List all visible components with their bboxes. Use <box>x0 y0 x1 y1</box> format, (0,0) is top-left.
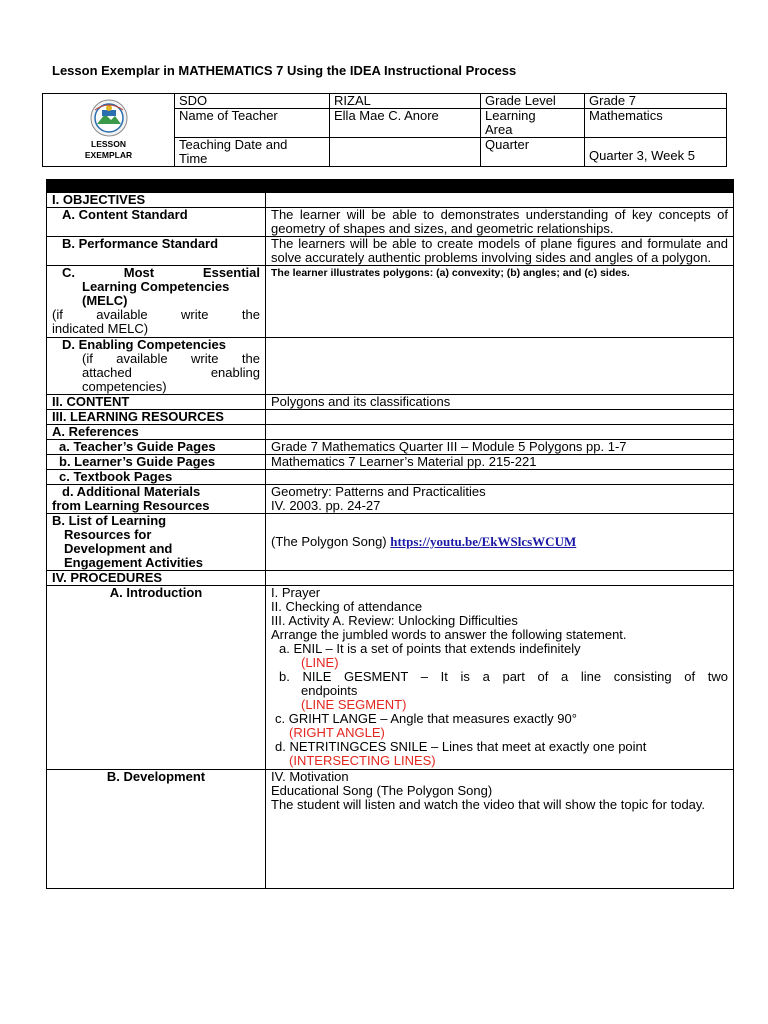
item-a: a. ENIL – It is a set of points that extends indefinitely <box>279 641 581 656</box>
introduction-row <box>47 586 734 770</box>
polygon-song-label: (The Polygon Song) <box>271 534 391 549</box>
exemplar-label: EXEMPLAR <box>84 150 133 160</box>
item-b-line2: endpoints <box>301 683 358 698</box>
sdo-value: RIZAL <box>330 94 481 109</box>
melc-label <box>47 266 266 338</box>
additional-materials-value-line1: Geometry: Patterns and Practicalities <box>271 484 486 499</box>
melc-row <box>47 266 734 338</box>
textbook-label: c. Textbook Pages <box>47 470 266 485</box>
quarter-value: Quarter 3, Week 5 <box>585 138 727 167</box>
intro-line: Arrange the jumbled words to answer the following statement. <box>271 627 627 642</box>
dev-line: The student will listen and watch the video that will show the topic for today. <box>271 797 706 812</box>
enabling-label <box>47 338 266 395</box>
teacher-value: Ella Mae C. Anore <box>330 109 481 138</box>
black-header-row <box>47 180 734 193</box>
item-b-answer: (LINE SEGMENT) <box>301 697 407 712</box>
learning-resources-list-line4: Engagement Activities <box>64 555 203 570</box>
procedures-row <box>47 571 734 586</box>
header-table <box>42 93 727 167</box>
sdo-label: SDO <box>175 94 330 109</box>
content-standard-value: The learner will be able to demonstrates understanding of key concepts of geometry of shapes and sizes, and geometric relationships. <box>266 208 734 237</box>
learning-resources-list-value <box>266 514 734 571</box>
content-heading: II. CONTENT <box>47 395 266 410</box>
learning-area-value: Mathematics <box>585 109 727 138</box>
enabling-row <box>47 338 734 395</box>
learning-resources-list-line3: Development and <box>64 541 173 556</box>
resources-heading: III. LEARNING RESOURCES <box>47 410 266 425</box>
content-row <box>47 395 734 410</box>
polygon-song-link[interactable]: https://youtu.be/EkWSlcsWCUM <box>390 534 577 549</box>
objectives-row <box>47 193 734 208</box>
learning-area-label-line2: Area <box>485 122 513 137</box>
intro-line: I. Prayer <box>271 585 321 600</box>
introduction-value <box>266 586 734 770</box>
introduction-label: A. Introduction <box>47 586 266 770</box>
intro-line: III. Activity A. Review: Unlocking Difficulties <box>271 613 518 628</box>
enabling-note-line1: (if available write the <box>82 351 260 366</box>
date-label-line2: Time <box>179 151 208 166</box>
melc-label-line3: (MELC) <box>82 293 128 308</box>
learning-resources-list-label <box>47 514 266 571</box>
learners-guide-label: b. Learner’s Guide Pages <box>47 455 266 470</box>
melc-note-line1: (if available write the <box>52 307 260 322</box>
logo-cell <box>43 94 175 167</box>
content-value: Polygons and its classifications <box>266 395 734 410</box>
performance-standard-row <box>47 237 734 266</box>
teachers-guide-value: Grade 7 Mathematics Quarter III – Module 5 Polygons pp. 1-7 <box>266 440 734 455</box>
development-label: B. Development <box>47 770 266 889</box>
teachers-guide-label: a. Teacher’s Guide Pages <box>47 440 266 455</box>
item-b-line1: b. NILE GESMENT – It is a part of a line consisting of two <box>279 669 728 684</box>
date-value <box>330 138 481 167</box>
procedures-heading: IV. PROCEDURES <box>47 571 266 586</box>
lesson-table <box>46 179 734 889</box>
melc-label-line2: Learning Competencies <box>82 279 230 294</box>
performance-standard-label: B. Performance Standard <box>47 237 266 266</box>
item-d-answer: (INTERSECTING LINES) <box>289 753 436 768</box>
item-d: d. NETRITINGCES SNILE – Lines that meet at exactly one point <box>275 739 647 754</box>
content-standard-row <box>47 208 734 237</box>
references-row <box>47 425 734 440</box>
performance-standard-value: The learners will be able to create models of plane figures and formulate and solve accurately authentic problems involving sides and angles of a polygon. <box>266 237 734 266</box>
quarter-label: Quarter <box>481 138 585 167</box>
additional-materials-value-line2: IV. 2003. pp. 24-27 <box>271 498 381 513</box>
item-c-answer: (RIGHT ANGLE) <box>289 725 385 740</box>
resources-row <box>47 410 734 425</box>
date-label-line1: Teaching Date and <box>179 137 288 152</box>
teachers-guide-row <box>47 440 734 455</box>
melc-note-line2: indicated MELC) <box>52 321 149 336</box>
grade-value: Grade 7 <box>585 94 727 109</box>
deped-seal-icon <box>85 98 133 138</box>
additional-materials-line1: d. Additional Materials <box>62 484 201 499</box>
melc-value: The learner illustrates polygons: (a) convexity; (b) angles; and (c) sides. <box>266 266 734 338</box>
learning-area-label <box>481 109 585 138</box>
item-c: c. GRIHT LANGE – Angle that measures exactly 90° <box>275 711 577 726</box>
teacher-label: Name of Teacher <box>175 109 330 138</box>
references-label: A. References <box>47 425 266 440</box>
learners-guide-row <box>47 455 734 470</box>
textbook-row <box>47 470 734 485</box>
dev-line: IV. Motivation <box>271 769 349 784</box>
content-standard-label: A. Content Standard <box>47 208 266 237</box>
item-a-answer: (LINE) <box>301 655 339 670</box>
learning-resources-list-line1: B. List of Learning <box>52 513 167 528</box>
development-row <box>47 770 734 889</box>
lesson-label: LESSON <box>91 139 126 149</box>
learning-resources-list-row <box>47 514 734 571</box>
additional-materials-label <box>47 485 266 514</box>
development-value <box>266 770 734 889</box>
document-title: Lesson Exemplar in MATHEMATICS 7 Using the IDEA Instructional Process <box>52 63 517 78</box>
additional-materials-value <box>266 485 734 514</box>
additional-materials-line2: from Learning Resources <box>52 498 210 513</box>
dev-line: Educational Song (The Polygon Song) <box>271 783 493 798</box>
intro-line: II. Checking of attendance <box>271 599 423 614</box>
learning-area-label-line1: Learning <box>485 108 536 123</box>
learning-resources-list-line2: Resources for <box>64 527 152 542</box>
grade-label: Grade Level <box>481 94 585 109</box>
additional-materials-row <box>47 485 734 514</box>
melc-label-line1: C. Most Essential <box>62 265 260 280</box>
objectives-heading: I. OBJECTIVES <box>47 193 266 208</box>
date-label <box>175 138 330 167</box>
enabling-note-line3: competencies) <box>82 379 167 394</box>
enabling-note-line2: attached enabling <box>82 365 260 380</box>
enabling-label-line1: D. Enabling Competencies <box>62 337 226 352</box>
learners-guide-value: Mathematics 7 Learner’s Material pp. 215-221 <box>266 455 734 470</box>
